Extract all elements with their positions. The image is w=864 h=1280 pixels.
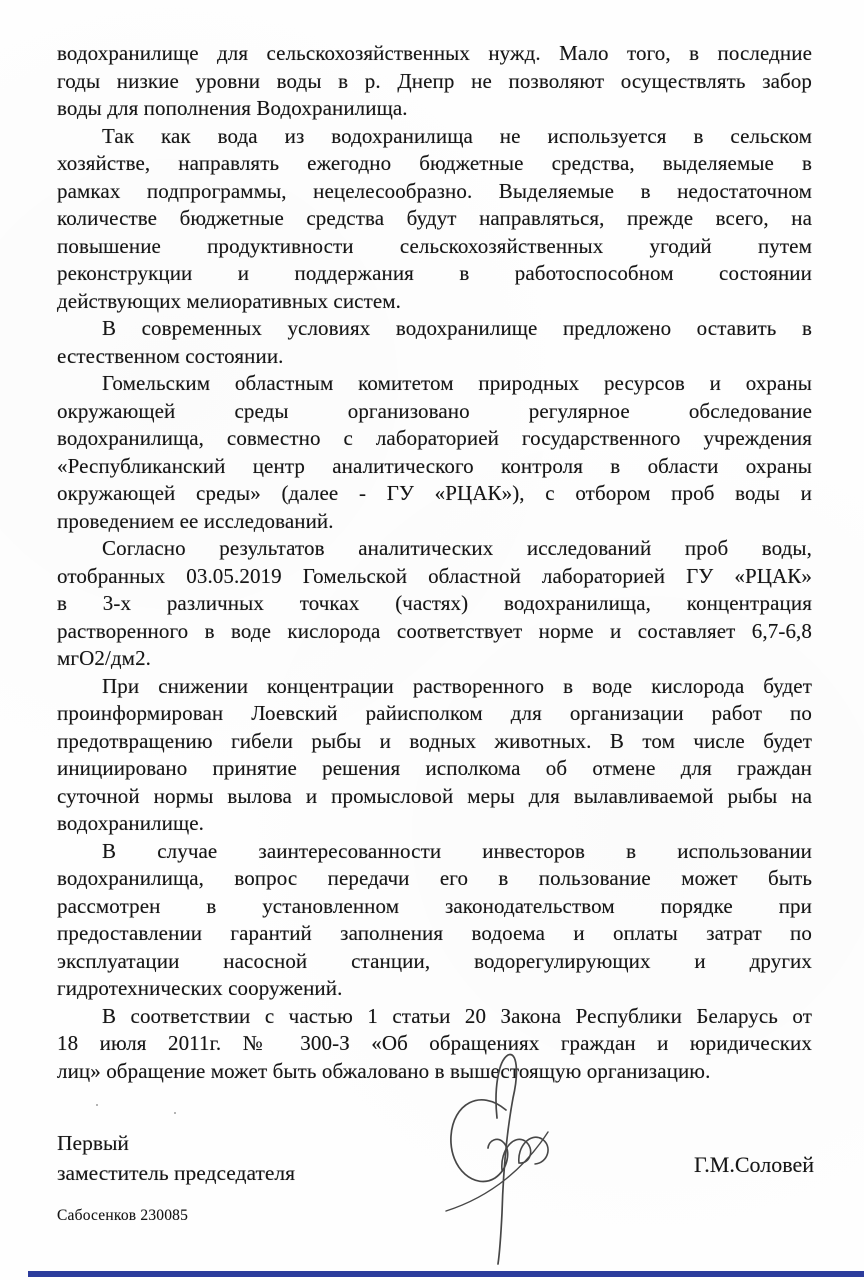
- text-line: водохранилища, вопрос передачи его в пользование может быть: [57, 866, 812, 890]
- text-line: растворенного в воде кислорода соответствует норме и составляет 6,7-6,8: [57, 618, 812, 643]
- paragraph: [57, 1003, 812, 1086]
- text-line: реконструкции и поддержания в работоспособном состоянии: [57, 261, 812, 285]
- scan-speck: [174, 1112, 176, 1114]
- paragraph: [57, 370, 812, 535]
- text-line: В современных условиях водохранилище предложено оставить в: [102, 316, 812, 340]
- text-line: гидротехнических сооружений.: [57, 976, 343, 1000]
- text-line: мгО2/дм2.: [57, 646, 152, 670]
- text-line: «Республиканский центр аналитического контроля в области охраны: [57, 453, 812, 478]
- text-line: годы низкие уровни воды в р. Днепр не позволяют осуществлять забор: [57, 68, 812, 93]
- signer-name: Г.М.Соловей: [694, 1152, 814, 1177]
- text-line: водохранилище для сельскохозяйственных нужд. Мало того, в последние: [57, 41, 812, 65]
- paragraph: [57, 838, 812, 1003]
- paragraph: [57, 673, 812, 838]
- document-text: [57, 40, 812, 1085]
- text-line: предотвращению гибели рыбы и водных животных. В том числе будет: [57, 728, 812, 753]
- text-line: 18 июля 2011г. № 300-З «Об обращениях граждан и юридических: [57, 1031, 812, 1055]
- text-line: водохранилища, совместно с лабораторией государственного учреждения: [57, 426, 812, 450]
- paragraph: [57, 315, 812, 370]
- signer-position-line2: заместитель председателя: [57, 1161, 296, 1185]
- paragraph: [57, 535, 812, 673]
- text-line: рамках подпрограммы, нецелесообразно. Выделяемые в недостаточном: [57, 178, 812, 203]
- text-line: окружающей среды» (далее - ГУ «РЦАК»), с отбором проб воды и: [57, 481, 812, 505]
- signer-position-line1: Первый: [57, 1131, 129, 1155]
- text-line: В соответствии с частью 1 статьи 20 Закона Республики Беларусь от: [102, 1003, 812, 1028]
- text-line: Так как вода из водохранилища не используется в сельском: [102, 123, 812, 148]
- paragraph: [57, 40, 812, 123]
- text-line: воды для пополнения Водохранилища.: [57, 96, 408, 120]
- text-line: При снижении концентрации растворенного в воде кислорода будет: [102, 673, 812, 698]
- text-line: проинформирован Лоевский райисполком для организации работ по: [57, 701, 812, 725]
- scan-speck: [96, 1104, 98, 1106]
- text-line: рассмотрен в установленном законодательством порядке при: [57, 893, 812, 918]
- text-line: эксплуатации насосной станции, водорегулирующих и других: [57, 948, 812, 973]
- text-line: естественном состоянии.: [57, 343, 284, 368]
- executor-note: Сабосенков 230085: [57, 1207, 189, 1224]
- text-line: лиц» обращение может быть обжаловано в вышестоящую организацию.: [57, 1058, 711, 1083]
- text-line: суточной нормы вылова и промысловой меры для вылавливаемой рыбы на: [57, 783, 812, 808]
- text-line: хозяйстве, направлять ежегодно бюджетные средства, выделяемые в: [57, 151, 812, 175]
- text-line: окружающей среды организовано регулярное обследование: [57, 398, 812, 423]
- paragraph: [57, 123, 812, 316]
- text-line: повышение продуктивности сельскохозяйственных угодий путем: [57, 233, 812, 258]
- text-line: в 3-х различных точках (частях) водохранилища, концентрация: [57, 591, 812, 615]
- text-line: В случае заинтересованности инвесторов в использовании: [102, 838, 812, 863]
- text-line: количестве бюджетные средства будут направляться, прежде всего, на: [57, 206, 812, 230]
- text-line: Гомельским областным комитетом природных ресурсов и охраны: [102, 371, 812, 395]
- text-line: проведением ее исследований.: [57, 508, 334, 533]
- text-line: предоставлении гарантий заполнения водоема и оплаты затрат по: [57, 921, 812, 945]
- scan-edge-artifact: [28, 1271, 864, 1277]
- text-line: инициировано принятие решения исполкома об отмене для граждан: [57, 756, 812, 780]
- signer-position: [57, 1128, 295, 1188]
- text-line: водохранилище.: [57, 811, 204, 835]
- text-line: действующих мелиоративных систем.: [57, 288, 402, 313]
- text-line: Согласно результатов аналитических исследований проб воды,: [102, 536, 812, 560]
- text-line: отобранных 03.05.2019 Гомельской областной лабораторией ГУ «РЦАК»: [57, 563, 812, 588]
